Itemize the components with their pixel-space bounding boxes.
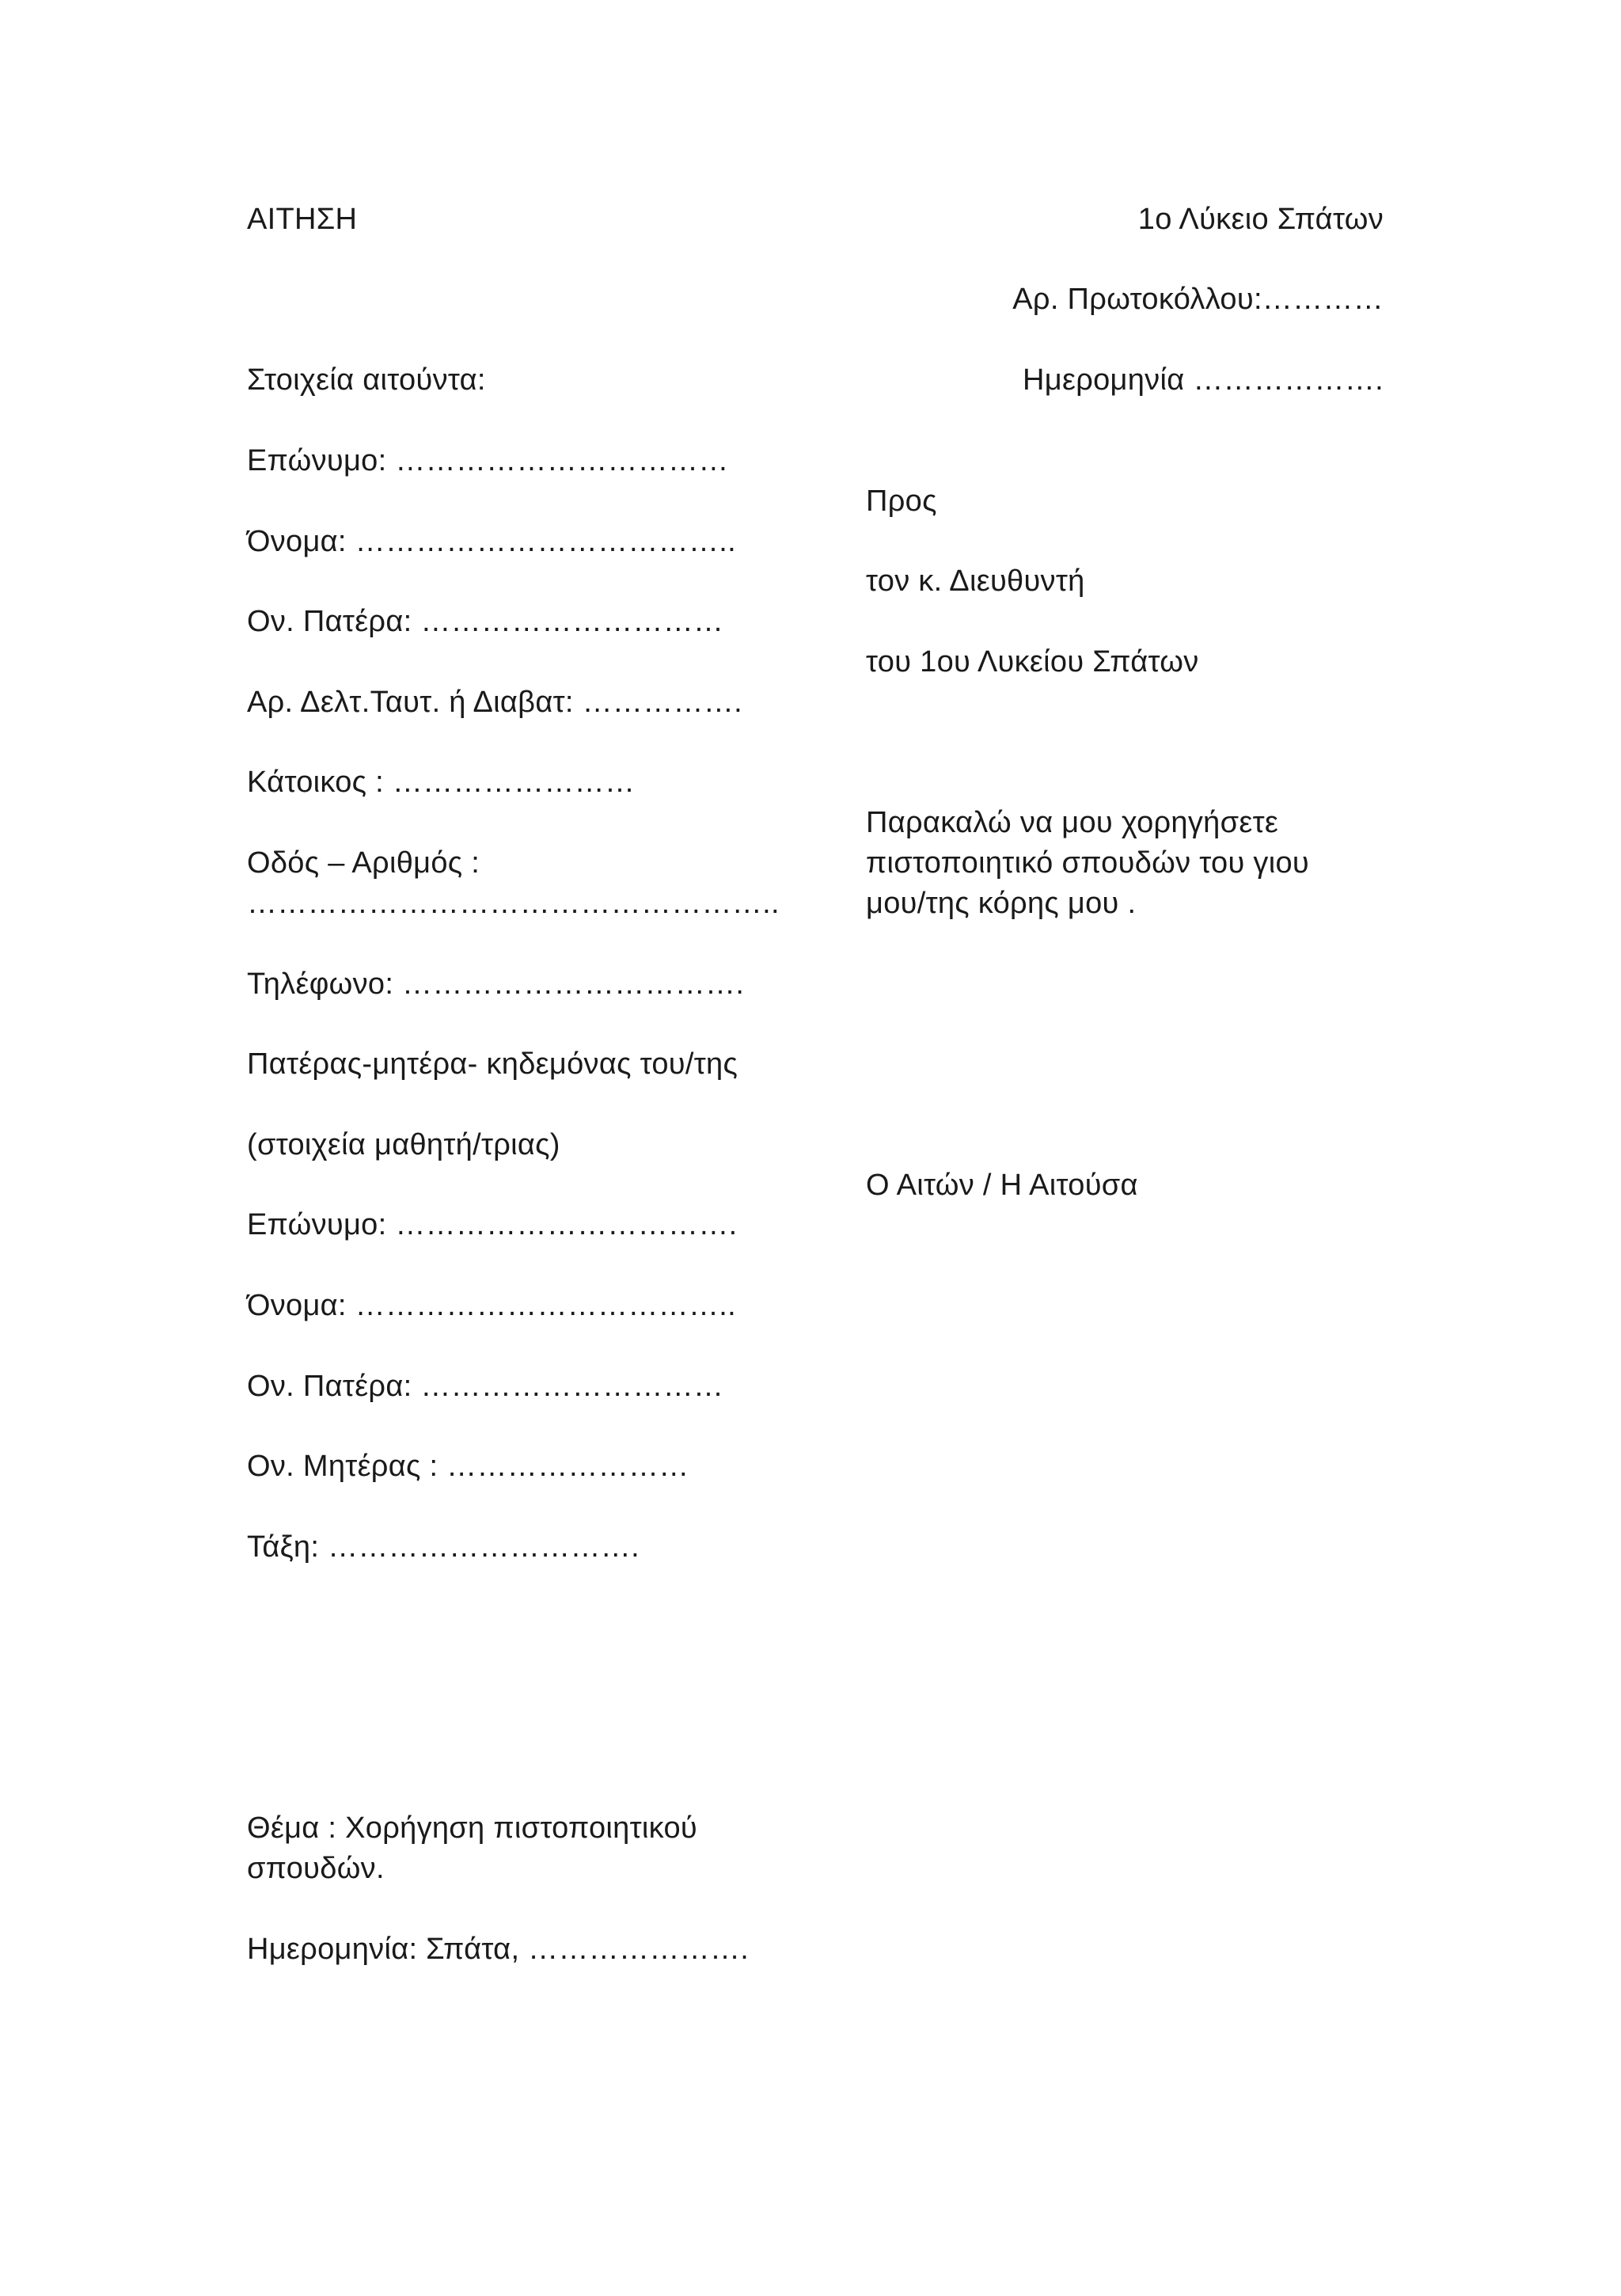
- student-mother-name: Ον. Μητέρας : ……………………: [247, 1450, 689, 1483]
- header-date: Ημερομηνία ……………….: [1023, 363, 1384, 397]
- applicant-resident: Κάτοικος : ……………………: [247, 766, 636, 799]
- document-title: ΑΙΤΗΣΗ: [247, 203, 358, 236]
- guardian-line: Πατέρας-μητέρα- κηδεμόνας του/της: [247, 1047, 738, 1081]
- student-father-name: Ον. Πατέρα: …………………………: [247, 1370, 724, 1403]
- request-line-3: μου/της κόρης μου .: [866, 887, 1137, 920]
- applicant-street-dots: ……………………………………………..: [247, 887, 780, 920]
- student-section-title: (στοιχεία μαθητή/τριας): [247, 1128, 560, 1161]
- recipient-to: Προς: [866, 485, 937, 518]
- applicant-street-label: Οδός – Αριθμός :: [247, 846, 480, 880]
- protocol-number: Αρ. Πρωτοκόλλου:…………: [1012, 283, 1384, 316]
- request-line-1: Παρακαλώ να μου χορηγήσετε: [866, 806, 1279, 839]
- student-class: Τάξη: ………………………….: [247, 1530, 640, 1564]
- student-name: Όνομα: ………………………………..: [247, 1289, 736, 1322]
- footer-date: Ημερομηνία: Σπάτα, ………………….: [247, 1933, 750, 1966]
- signature-label: Ο Αιτών / Η Αιτούσα: [866, 1169, 1138, 1202]
- student-surname: Επώνυμο: …………………………….: [247, 1208, 738, 1241]
- applicant-father-name: Ον. Πατέρα: …………………………: [247, 605, 724, 638]
- applicant-name: Όνομα: ………………………………..: [247, 525, 736, 558]
- applicant-id-number: Αρ. Δελτ.Ταυτ. ή Διαβατ: …………….: [247, 686, 742, 719]
- recipient-director: τον κ. Διευθυντή: [866, 564, 1085, 598]
- recipient-school: του 1ου Λυκείου Σπάτων: [866, 645, 1199, 679]
- request-line-2: πιστοποιητικό σπουδών του γιου: [866, 846, 1309, 880]
- applicant-phone: Τηλέφωνο: …………………………….: [247, 967, 745, 1001]
- subject-line-1: Θέμα : Χορήγηση πιστοποιητικού: [247, 1811, 698, 1845]
- school-name: 1ο Λύκειο Σπάτων: [1137, 203, 1384, 236]
- applicant-section-title: Στοιχεία αιτούντα:: [247, 363, 486, 397]
- applicant-surname: Επώνυμο: ……………………………: [247, 444, 729, 477]
- subject-line-2: σπουδών.: [247, 1852, 385, 1885]
